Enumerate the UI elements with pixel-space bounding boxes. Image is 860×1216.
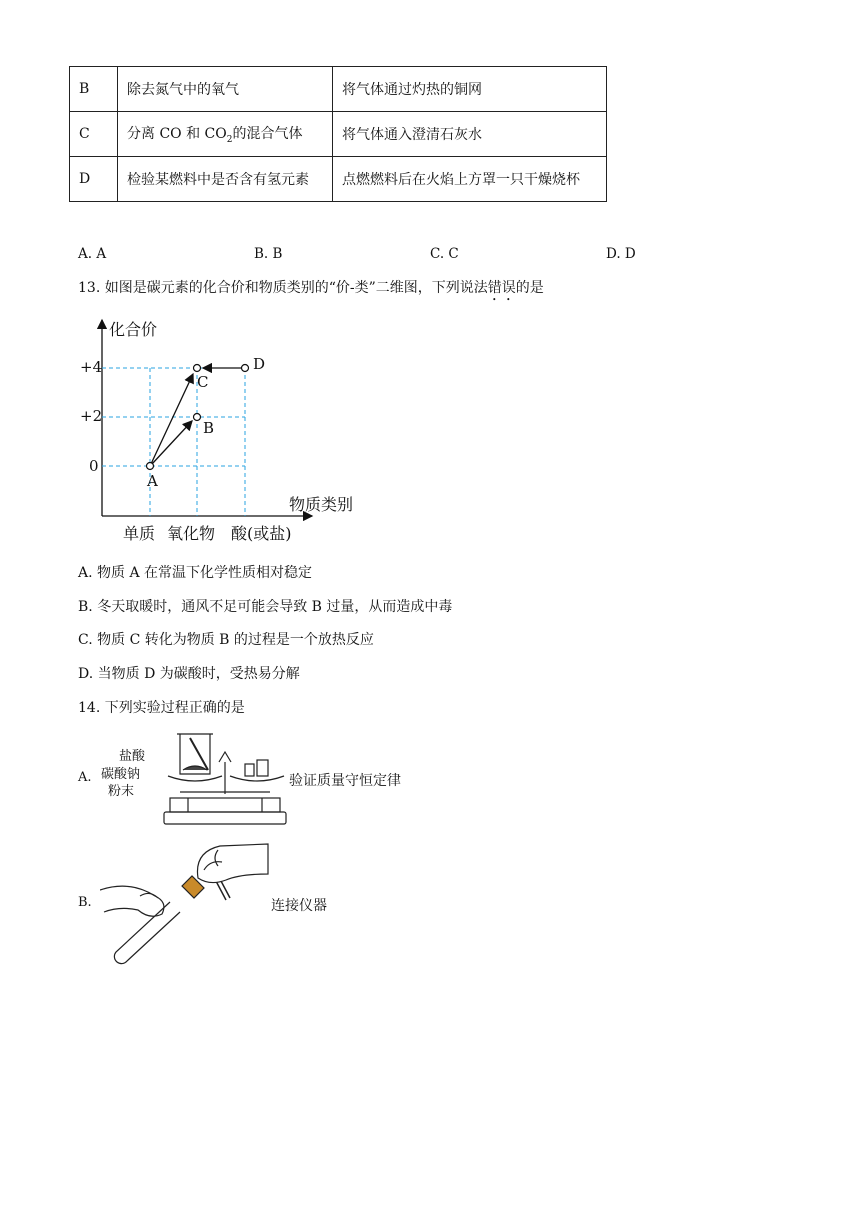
point-label-d: D xyxy=(253,355,266,373)
row-operation: 点燃燃料后在火焰上方罩一只干燥烧杯 xyxy=(333,157,607,202)
x-tick: 氧化物 xyxy=(167,524,216,543)
row-key: D xyxy=(70,157,118,202)
stem-emphasis: 错误 xyxy=(487,280,516,296)
option-b-caption: 连接仪器 xyxy=(271,898,327,914)
y-tick: +2 xyxy=(80,407,103,425)
point-c xyxy=(194,365,201,372)
y-tick: 0 xyxy=(89,457,99,475)
arrow-a-to-b xyxy=(152,421,192,464)
point-label-c: C xyxy=(197,373,209,391)
choice-c: C. C xyxy=(430,246,459,262)
row-key: B xyxy=(70,67,118,112)
x-tick: 酸(或盐) xyxy=(231,524,292,543)
stem-text: 13. 如图是碳元素的化合价和物质类别的“价-类”二维图，下列说法 xyxy=(78,280,488,296)
method-text: 分离 CO 和 CO xyxy=(127,126,227,143)
option-d: D. 当物质 D 为碳酸时，受热易分解 xyxy=(78,666,300,682)
point-a xyxy=(147,463,154,470)
grid xyxy=(102,368,245,516)
point-d xyxy=(242,365,249,372)
question-14-stem: 14. 下列实验过程正确的是 xyxy=(78,700,245,716)
label-powder: 粉末 xyxy=(108,784,135,799)
balance-illustration xyxy=(150,732,290,826)
option-b-letter: B. xyxy=(78,895,92,910)
option-a: A. 物质 A 在常温下化学性质相对稳定 xyxy=(78,565,313,581)
method-text: 的混合气体 xyxy=(232,126,303,143)
row-operation: 将气体通过灼热的铜网 xyxy=(333,67,607,112)
subscript: 2 xyxy=(226,134,233,145)
connect-apparatus-illustration xyxy=(100,840,270,965)
row-operation: 将气体通入澄清石灰水 xyxy=(333,112,607,157)
x-axis-title: 物质类别 xyxy=(289,495,354,514)
option-c: C. 物质 C 转化为物质 B 的过程是一个放热反应 xyxy=(78,632,374,648)
stem-text: 的是 xyxy=(515,280,544,296)
choice-b: B. B xyxy=(254,246,283,262)
option-b: B. 冬天取暖时，通风不足可能会导致 B 过量，从而造成中毒 xyxy=(78,599,453,615)
point-b xyxy=(194,414,201,421)
option-a-caption: 验证质量守恒定律 xyxy=(289,773,401,789)
row-method: 检验某燃料中是否含有氢元素 xyxy=(118,157,333,202)
arrow-a-to-c xyxy=(151,374,193,464)
row-method: 除去氮气中的氧气 xyxy=(118,67,333,112)
point-label-a: A xyxy=(147,472,158,490)
point-label-b: B xyxy=(203,419,215,437)
choice-d: D. D xyxy=(606,246,636,262)
row-key: C xyxy=(70,112,118,157)
option-a-letter: A. xyxy=(78,770,92,785)
label-hydrochloric-acid: 盐酸 xyxy=(119,749,146,764)
label-sodium-carbonate: 碳酸钠 xyxy=(101,767,141,782)
y-axis-title: 化合价 xyxy=(109,320,158,339)
y-tick: +4 xyxy=(80,358,103,376)
choice-a: A. A xyxy=(78,246,107,262)
x-tick: 单质 xyxy=(123,524,156,543)
